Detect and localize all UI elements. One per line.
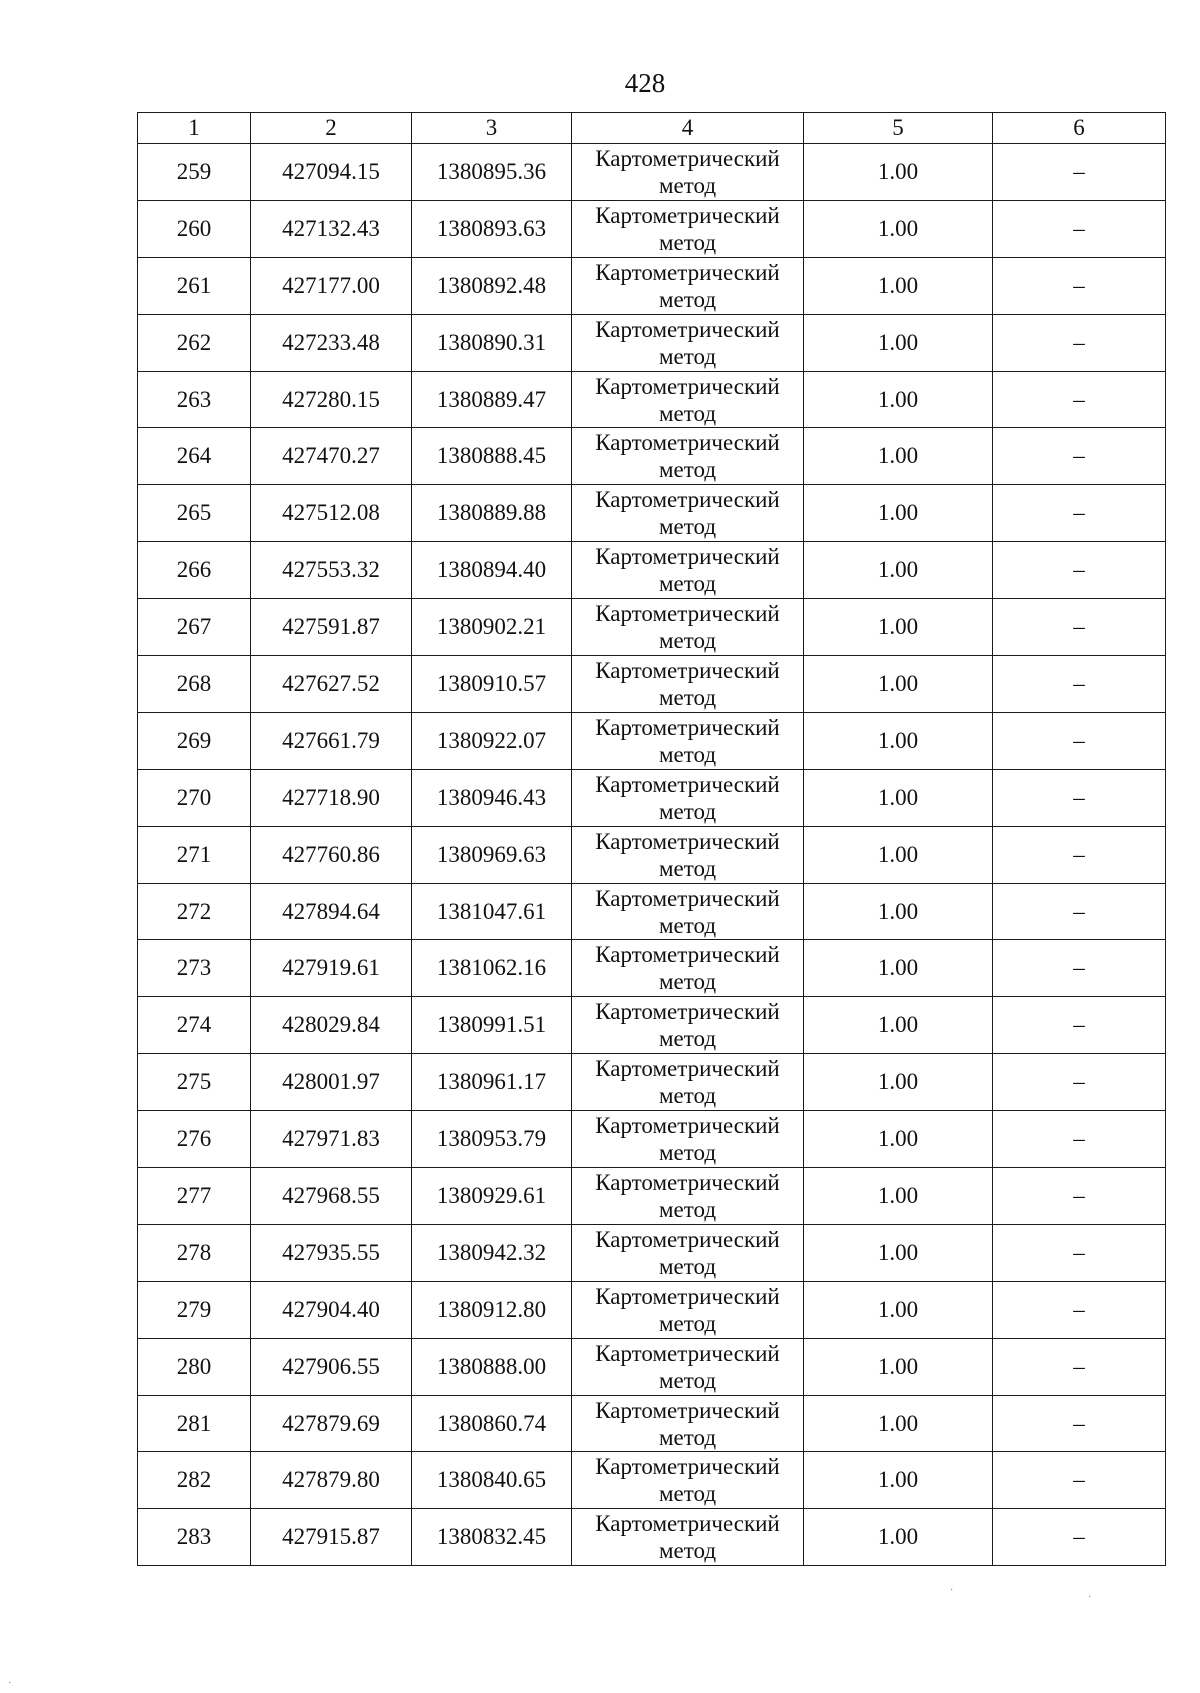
point-number-cell: 267 <box>138 599 251 656</box>
table-row <box>138 314 1166 371</box>
x-coordinate-cell: 427906.55 <box>251 1338 412 1395</box>
accuracy-cell: 1.00 <box>804 1281 993 1338</box>
method-line-2: метод <box>658 1196 717 1222</box>
point-number-cell: 277 <box>138 1168 251 1225</box>
description-cell: – <box>993 1224 1166 1281</box>
table-body <box>138 144 1166 1566</box>
accuracy-cell: 1.00 <box>804 428 993 485</box>
point-number-cell: 266 <box>138 542 251 599</box>
accuracy-cell: 1.00 <box>804 1338 993 1395</box>
method-line-2: метод <box>658 1538 717 1564</box>
y-coordinate-cell: 1380910.57 <box>412 656 572 713</box>
table-row <box>138 826 1166 883</box>
x-coordinate-cell: 427915.87 <box>251 1509 412 1566</box>
point-number-cell: 268 <box>138 656 251 713</box>
method-line-1: Картометрический <box>595 487 780 513</box>
scan-speck: · <box>1088 1592 1092 1603</box>
method-cell <box>572 428 804 485</box>
x-coordinate-cell: 427879.80 <box>251 1452 412 1509</box>
y-coordinate-cell: 1380888.00 <box>412 1338 572 1395</box>
accuracy-cell: 1.00 <box>804 1224 993 1281</box>
method-cell <box>572 1338 804 1395</box>
scan-speck: · <box>950 1585 954 1596</box>
y-coordinate-cell: 1380892.48 <box>412 257 572 314</box>
y-coordinate-cell: 1380860.74 <box>412 1395 572 1452</box>
header-col-6: 6 <box>993 113 1166 144</box>
y-coordinate-cell: 1380902.21 <box>412 599 572 656</box>
method-line-2: метод <box>658 798 717 824</box>
method-line-2: метод <box>658 1253 717 1279</box>
table-row <box>138 1224 1166 1281</box>
table-row <box>138 485 1166 542</box>
method-line-1: Картометрический <box>595 885 780 911</box>
table-row <box>138 1452 1166 1509</box>
method-cell <box>572 997 804 1054</box>
accuracy-cell: 1.00 <box>804 826 993 883</box>
table-row <box>138 1509 1166 1566</box>
accuracy-cell: 1.00 <box>804 542 993 599</box>
method-line-2: метод <box>658 969 717 995</box>
header-col-2: 2 <box>251 113 412 144</box>
y-coordinate-cell: 1380942.32 <box>412 1224 572 1281</box>
method-line-1: Картометрический <box>595 316 780 342</box>
accuracy-cell: 1.00 <box>804 371 993 428</box>
point-number-cell: 276 <box>138 1111 251 1168</box>
accuracy-cell: 1.00 <box>804 1168 993 1225</box>
method-cell <box>572 769 804 826</box>
method-cell <box>572 314 804 371</box>
method-line-1: Картометрический <box>595 202 780 228</box>
accuracy-cell: 1.00 <box>804 1111 993 1168</box>
point-number-cell: 259 <box>138 144 251 201</box>
point-number-cell: 269 <box>138 712 251 769</box>
table-row <box>138 1281 1166 1338</box>
method-line-2: метод <box>658 1026 717 1052</box>
description-cell: – <box>993 371 1166 428</box>
x-coordinate-cell: 427280.15 <box>251 371 412 428</box>
table-row <box>138 1111 1166 1168</box>
table-header <box>138 113 1166 144</box>
description-cell: – <box>993 1168 1166 1225</box>
x-coordinate-cell: 427894.64 <box>251 883 412 940</box>
description-cell: – <box>993 1111 1166 1168</box>
accuracy-cell: 1.00 <box>804 1054 993 1111</box>
x-coordinate-cell: 428029.84 <box>251 997 412 1054</box>
table-row <box>138 769 1166 826</box>
y-coordinate-cell: 1381047.61 <box>412 883 572 940</box>
point-number-cell: 271 <box>138 826 251 883</box>
method-cell <box>572 1281 804 1338</box>
method-line-2: метод <box>658 912 717 938</box>
description-cell: – <box>993 656 1166 713</box>
y-coordinate-cell: 1380889.47 <box>412 371 572 428</box>
accuracy-cell: 1.00 <box>804 883 993 940</box>
method-cell <box>572 485 804 542</box>
method-line-1: Картометрический <box>595 828 780 854</box>
accuracy-cell: 1.00 <box>804 144 993 201</box>
method-line-1: Картометрический <box>595 1169 780 1195</box>
y-coordinate-cell: 1380912.80 <box>412 1281 572 1338</box>
method-cell <box>572 826 804 883</box>
method-cell <box>572 712 804 769</box>
header-col-1: 1 <box>138 113 251 144</box>
table-row <box>138 1054 1166 1111</box>
method-line-1: Картометрический <box>595 1397 780 1423</box>
description-cell: – <box>993 712 1166 769</box>
y-coordinate-cell: 1380922.07 <box>412 712 572 769</box>
accuracy-cell: 1.00 <box>804 997 993 1054</box>
point-number-cell: 261 <box>138 257 251 314</box>
x-coordinate-cell: 427661.79 <box>251 712 412 769</box>
method-cell <box>572 1509 804 1566</box>
y-coordinate-cell: 1380929.61 <box>412 1168 572 1225</box>
header-row <box>138 113 1166 144</box>
method-cell <box>572 1054 804 1111</box>
x-coordinate-cell: 427094.15 <box>251 144 412 201</box>
accuracy-cell: 1.00 <box>804 1452 993 1509</box>
method-line-2: метод <box>658 1310 717 1336</box>
x-coordinate-cell: 427971.83 <box>251 1111 412 1168</box>
method-line-1: Картометрический <box>595 601 780 627</box>
accuracy-cell: 1.00 <box>804 712 993 769</box>
method-cell <box>572 371 804 428</box>
point-number-cell: 263 <box>138 371 251 428</box>
method-line-2: метод <box>658 571 717 597</box>
method-line-1: Картометрический <box>595 999 780 1025</box>
method-line-2: метод <box>658 343 717 369</box>
table-row <box>138 599 1166 656</box>
accuracy-cell: 1.00 <box>804 485 993 542</box>
method-line-2: метод <box>658 855 717 881</box>
table-row <box>138 428 1166 485</box>
method-cell <box>572 542 804 599</box>
method-cell <box>572 599 804 656</box>
y-coordinate-cell: 1380840.65 <box>412 1452 572 1509</box>
description-cell: – <box>993 883 1166 940</box>
x-coordinate-cell: 427591.87 <box>251 599 412 656</box>
y-coordinate-cell: 1380895.36 <box>412 144 572 201</box>
method-cell <box>572 1168 804 1225</box>
description-cell: – <box>993 200 1166 257</box>
table-row <box>138 712 1166 769</box>
x-coordinate-cell: 427553.32 <box>251 542 412 599</box>
y-coordinate-cell: 1380890.31 <box>412 314 572 371</box>
x-coordinate-cell: 427512.08 <box>251 485 412 542</box>
table-row <box>138 656 1166 713</box>
y-coordinate-cell: 1380961.17 <box>412 1054 572 1111</box>
table-row <box>138 883 1166 940</box>
method-line-2: метод <box>658 229 717 255</box>
point-number-cell: 282 <box>138 1452 251 1509</box>
method-line-1: Картометрический <box>595 1113 780 1139</box>
table-row <box>138 200 1166 257</box>
description-cell: – <box>993 428 1166 485</box>
point-number-cell: 265 <box>138 485 251 542</box>
point-number-cell: 260 <box>138 200 251 257</box>
method-line-1: Картометрический <box>595 544 780 570</box>
x-coordinate-cell: 427470.27 <box>251 428 412 485</box>
method-line-2: метод <box>658 1424 717 1450</box>
method-line-1: Картометрический <box>595 1511 780 1537</box>
table-row <box>138 1168 1166 1225</box>
point-number-cell: 273 <box>138 940 251 997</box>
description-cell: – <box>993 257 1166 314</box>
method-line-1: Картометрический <box>595 373 780 399</box>
method-line-1: Картометрический <box>595 1226 780 1252</box>
method-cell <box>572 1111 804 1168</box>
accuracy-cell: 1.00 <box>804 656 993 713</box>
accuracy-cell: 1.00 <box>804 940 993 997</box>
x-coordinate-cell: 427968.55 <box>251 1168 412 1225</box>
table-row <box>138 144 1166 201</box>
method-line-1: Картометрический <box>595 942 780 968</box>
description-cell: – <box>993 1452 1166 1509</box>
method-cell <box>572 1452 804 1509</box>
method-line-2: метод <box>658 286 717 312</box>
description-cell: – <box>993 1054 1166 1111</box>
x-coordinate-cell: 427919.61 <box>251 940 412 997</box>
point-number-cell: 279 <box>138 1281 251 1338</box>
table-row <box>138 997 1166 1054</box>
method-line-1: Картометрический <box>595 430 780 456</box>
accuracy-cell: 1.00 <box>804 1395 993 1452</box>
point-number-cell: 274 <box>138 997 251 1054</box>
method-line-1: Картометрический <box>595 1340 780 1366</box>
y-coordinate-cell: 1380953.79 <box>412 1111 572 1168</box>
table-row <box>138 257 1166 314</box>
y-coordinate-cell: 1380893.63 <box>412 200 572 257</box>
x-coordinate-cell: 427904.40 <box>251 1281 412 1338</box>
point-number-cell: 278 <box>138 1224 251 1281</box>
description-cell: – <box>993 1338 1166 1395</box>
x-coordinate-cell: 427233.48 <box>251 314 412 371</box>
x-coordinate-cell: 427132.43 <box>251 200 412 257</box>
page-number: 428 <box>624 68 666 98</box>
method-line-2: метод <box>658 741 717 767</box>
description-cell: – <box>993 542 1166 599</box>
method-line-2: метод <box>658 1140 717 1166</box>
header-col-5: 5 <box>804 113 993 144</box>
y-coordinate-cell: 1380969.63 <box>412 826 572 883</box>
table-row <box>138 940 1166 997</box>
method-line-1: Картометрический <box>595 1056 780 1082</box>
method-line-1: Картометрический <box>595 657 780 683</box>
point-number-cell: 281 <box>138 1395 251 1452</box>
point-number-cell: 264 <box>138 428 251 485</box>
table-row <box>138 1338 1166 1395</box>
accuracy-cell: 1.00 <box>804 769 993 826</box>
method-line-2: метод <box>658 457 717 483</box>
y-coordinate-cell: 1380991.51 <box>412 997 572 1054</box>
description-cell: – <box>993 144 1166 201</box>
description-cell: – <box>993 1281 1166 1338</box>
description-cell: – <box>993 769 1166 826</box>
method-line-2: метод <box>658 1367 717 1393</box>
description-cell: – <box>993 1395 1166 1452</box>
description-cell: – <box>993 314 1166 371</box>
method-line-2: метод <box>658 684 717 710</box>
method-cell <box>572 257 804 314</box>
method-line-1: Картометрический <box>595 1283 780 1309</box>
method-cell <box>572 200 804 257</box>
description-cell: – <box>993 826 1166 883</box>
x-coordinate-cell: 427879.69 <box>251 1395 412 1452</box>
accuracy-cell: 1.00 <box>804 599 993 656</box>
point-number-cell: 262 <box>138 314 251 371</box>
accuracy-cell: 1.00 <box>804 257 993 314</box>
method-line-1: Картометрический <box>595 259 780 285</box>
method-cell <box>572 1395 804 1452</box>
method-cell <box>572 656 804 713</box>
method-line-1: Картометрический <box>595 771 780 797</box>
coordinates-table <box>137 112 1166 1566</box>
description-cell: – <box>993 997 1166 1054</box>
y-coordinate-cell: 1380894.40 <box>412 542 572 599</box>
x-coordinate-cell: 427177.00 <box>251 257 412 314</box>
method-line-2: метод <box>658 1083 717 1109</box>
method-line-2: метод <box>658 172 717 198</box>
header-col-4: 4 <box>572 113 804 144</box>
y-coordinate-cell: 1380889.88 <box>412 485 572 542</box>
method-cell <box>572 144 804 201</box>
method-line-2: метод <box>658 514 717 540</box>
y-coordinate-cell: 1380888.45 <box>412 428 572 485</box>
description-cell: – <box>993 940 1166 997</box>
description-cell: – <box>993 485 1166 542</box>
y-coordinate-cell: 1381062.16 <box>412 940 572 997</box>
method-line-2: метод <box>658 628 717 654</box>
x-coordinate-cell: 427718.90 <box>251 769 412 826</box>
description-cell: – <box>993 599 1166 656</box>
point-number-cell: 275 <box>138 1054 251 1111</box>
point-number-cell: 270 <box>138 769 251 826</box>
header-col-3: 3 <box>412 113 572 144</box>
scan-speck: · <box>8 1678 12 1689</box>
x-coordinate-cell: 427760.86 <box>251 826 412 883</box>
method-line-1: Картометрический <box>595 1454 780 1480</box>
x-coordinate-cell: 427935.55 <box>251 1224 412 1281</box>
point-number-cell: 272 <box>138 883 251 940</box>
method-cell <box>572 883 804 940</box>
method-line-1: Картометрический <box>595 714 780 740</box>
x-coordinate-cell: 428001.97 <box>251 1054 412 1111</box>
point-number-cell: 283 <box>138 1509 251 1566</box>
accuracy-cell: 1.00 <box>804 1509 993 1566</box>
method-line-2: метод <box>658 1481 717 1507</box>
point-number-cell: 280 <box>138 1338 251 1395</box>
x-coordinate-cell: 427627.52 <box>251 656 412 713</box>
accuracy-cell: 1.00 <box>804 200 993 257</box>
y-coordinate-cell: 1380832.45 <box>412 1509 572 1566</box>
method-line-2: метод <box>658 400 717 426</box>
table-row <box>138 542 1166 599</box>
method-cell <box>572 940 804 997</box>
description-cell: – <box>993 1509 1166 1566</box>
y-coordinate-cell: 1380946.43 <box>412 769 572 826</box>
table-row <box>138 371 1166 428</box>
method-cell <box>572 1224 804 1281</box>
accuracy-cell: 1.00 <box>804 314 993 371</box>
method-line-1: Картометрический <box>595 145 780 171</box>
table-row <box>138 1395 1166 1452</box>
